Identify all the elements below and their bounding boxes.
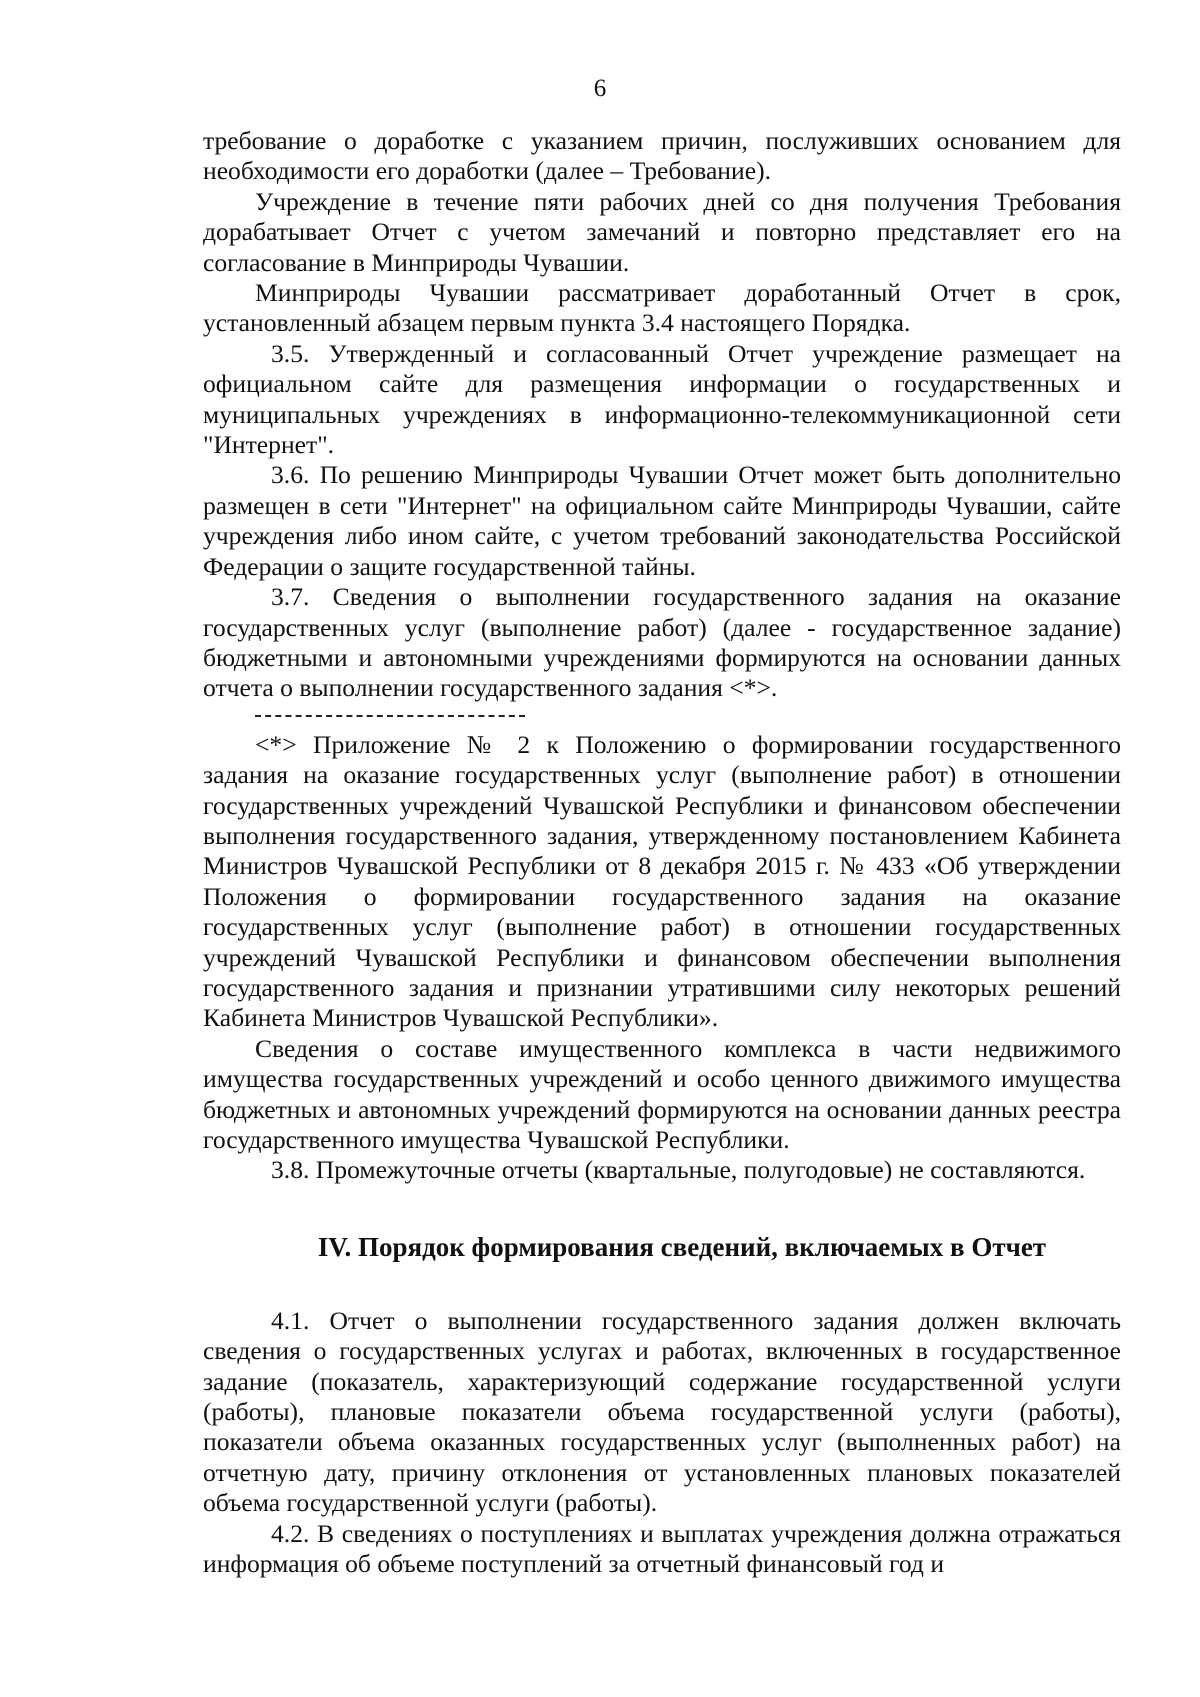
- paragraph-3-7: 3.7. Сведения о выполнении государственного задания на оказание государственных услуг (выполнение работ) (далее - государственное задание) бюджетными и автономными учреждениями формируются на основании данных отчета о выполнении государственного задания <*>.: [203, 582, 1121, 703]
- paragraph-3-5: 3.5. Утвержденный и согласованный Отчет учреждение размещает на официальном сайте для размещения информации о государственных и муниципальных учреждениях в информационно-телекоммуникационной сети "Интернет".: [203, 338, 1121, 460]
- paragraph-4-2: 4.2. В сведениях о поступлениях и выплатах учреждения должна отражаться информация об объеме поступлений за отчетный финансовый год и: [203, 1518, 1121, 1579]
- paragraph-ministry-review: Минприроды Чувашии рассматривает доработанный Отчет в срок, установленный абзацем первым пункта 3.4 настоящего Порядка.: [203, 278, 1121, 338]
- footnote-text: <*> Приложение № 2 к Положению о формировании государственного задания на оказание государственных услуг (выполнение работ) в отношении государственных учреждений Чувашской Республики и финансовом обеспечении выполнения государственного задания, утвержденному постановлением Кабинета Министров Чувашской Республики от 8 декабря 2015 г. № 433 «Об утверждении Положения о формировании государственного задания на оказание государственных услуг (выполнение работ) в отношении государственных учреждений Чувашской Республики и финансовом обеспечении выполнения государственного задания и признании утратившими силу некоторых решений Кабинета Министров Чувашской Республики».: [203, 729, 1121, 1033]
- paragraph-3-6: 3.6. По решению Минприроды Чувашии Отчет может быть дополнительно размещен в сети "Интернет" на официальном сайте Минприроды Чувашии, сайте учреждения либо ином сайте, с учетом требований законодательства Российской Федерации о защите государственной тайны.: [203, 460, 1121, 581]
- section-heading: IV. Порядок формирования сведений, включаемых в Отчет: [317, 1231, 1047, 1262]
- section-spacer: [203, 1264, 1121, 1306]
- footnote-separator: [255, 715, 525, 737]
- paragraph-4-1: 4.1. Отчет о выполнении государственного задания должен включать сведения о государственных услугах и работах, включенных в государственное задание (показатель, характеризующий содержание государственной услуги (работы), плановые показатели объема государственной услуги (работы), показатели объема оказанных государственных услуг (выполненных работ) на отчетную дату, причину отклонения от установленных плановых показателей объема государственной услуги (работы).: [203, 1305, 1121, 1518]
- paragraph-3-8: 3.8. Промежуточные отчеты (квартальные, полугодовые) не составляются.: [271, 1155, 1086, 1185]
- paragraph-requirement-continuation: требование о доработке с указанием причин, послуживших основанием для необходимости его доработки (далее – Требование).: [203, 126, 1121, 186]
- paragraph-property-complex: Сведения о составе имущественного комплекса в части недвижимого имущества государственных учреждений и особо ценного движимого имущества бюджетных и автономных учреждений формируются на основании данных реестра государственного имущества Чувашской Республики.: [203, 1033, 1121, 1154]
- page-number: 6: [593, 75, 607, 102]
- paragraph-institution-revision: Учреждение в течение пяти рабочих дней со дня получения Требования дорабатывает Отчет с учетом замечаний и повторно представляет его на согласование в Минприроды Чувашии.: [203, 186, 1121, 277]
- document-body: [203, 126, 1121, 1579]
